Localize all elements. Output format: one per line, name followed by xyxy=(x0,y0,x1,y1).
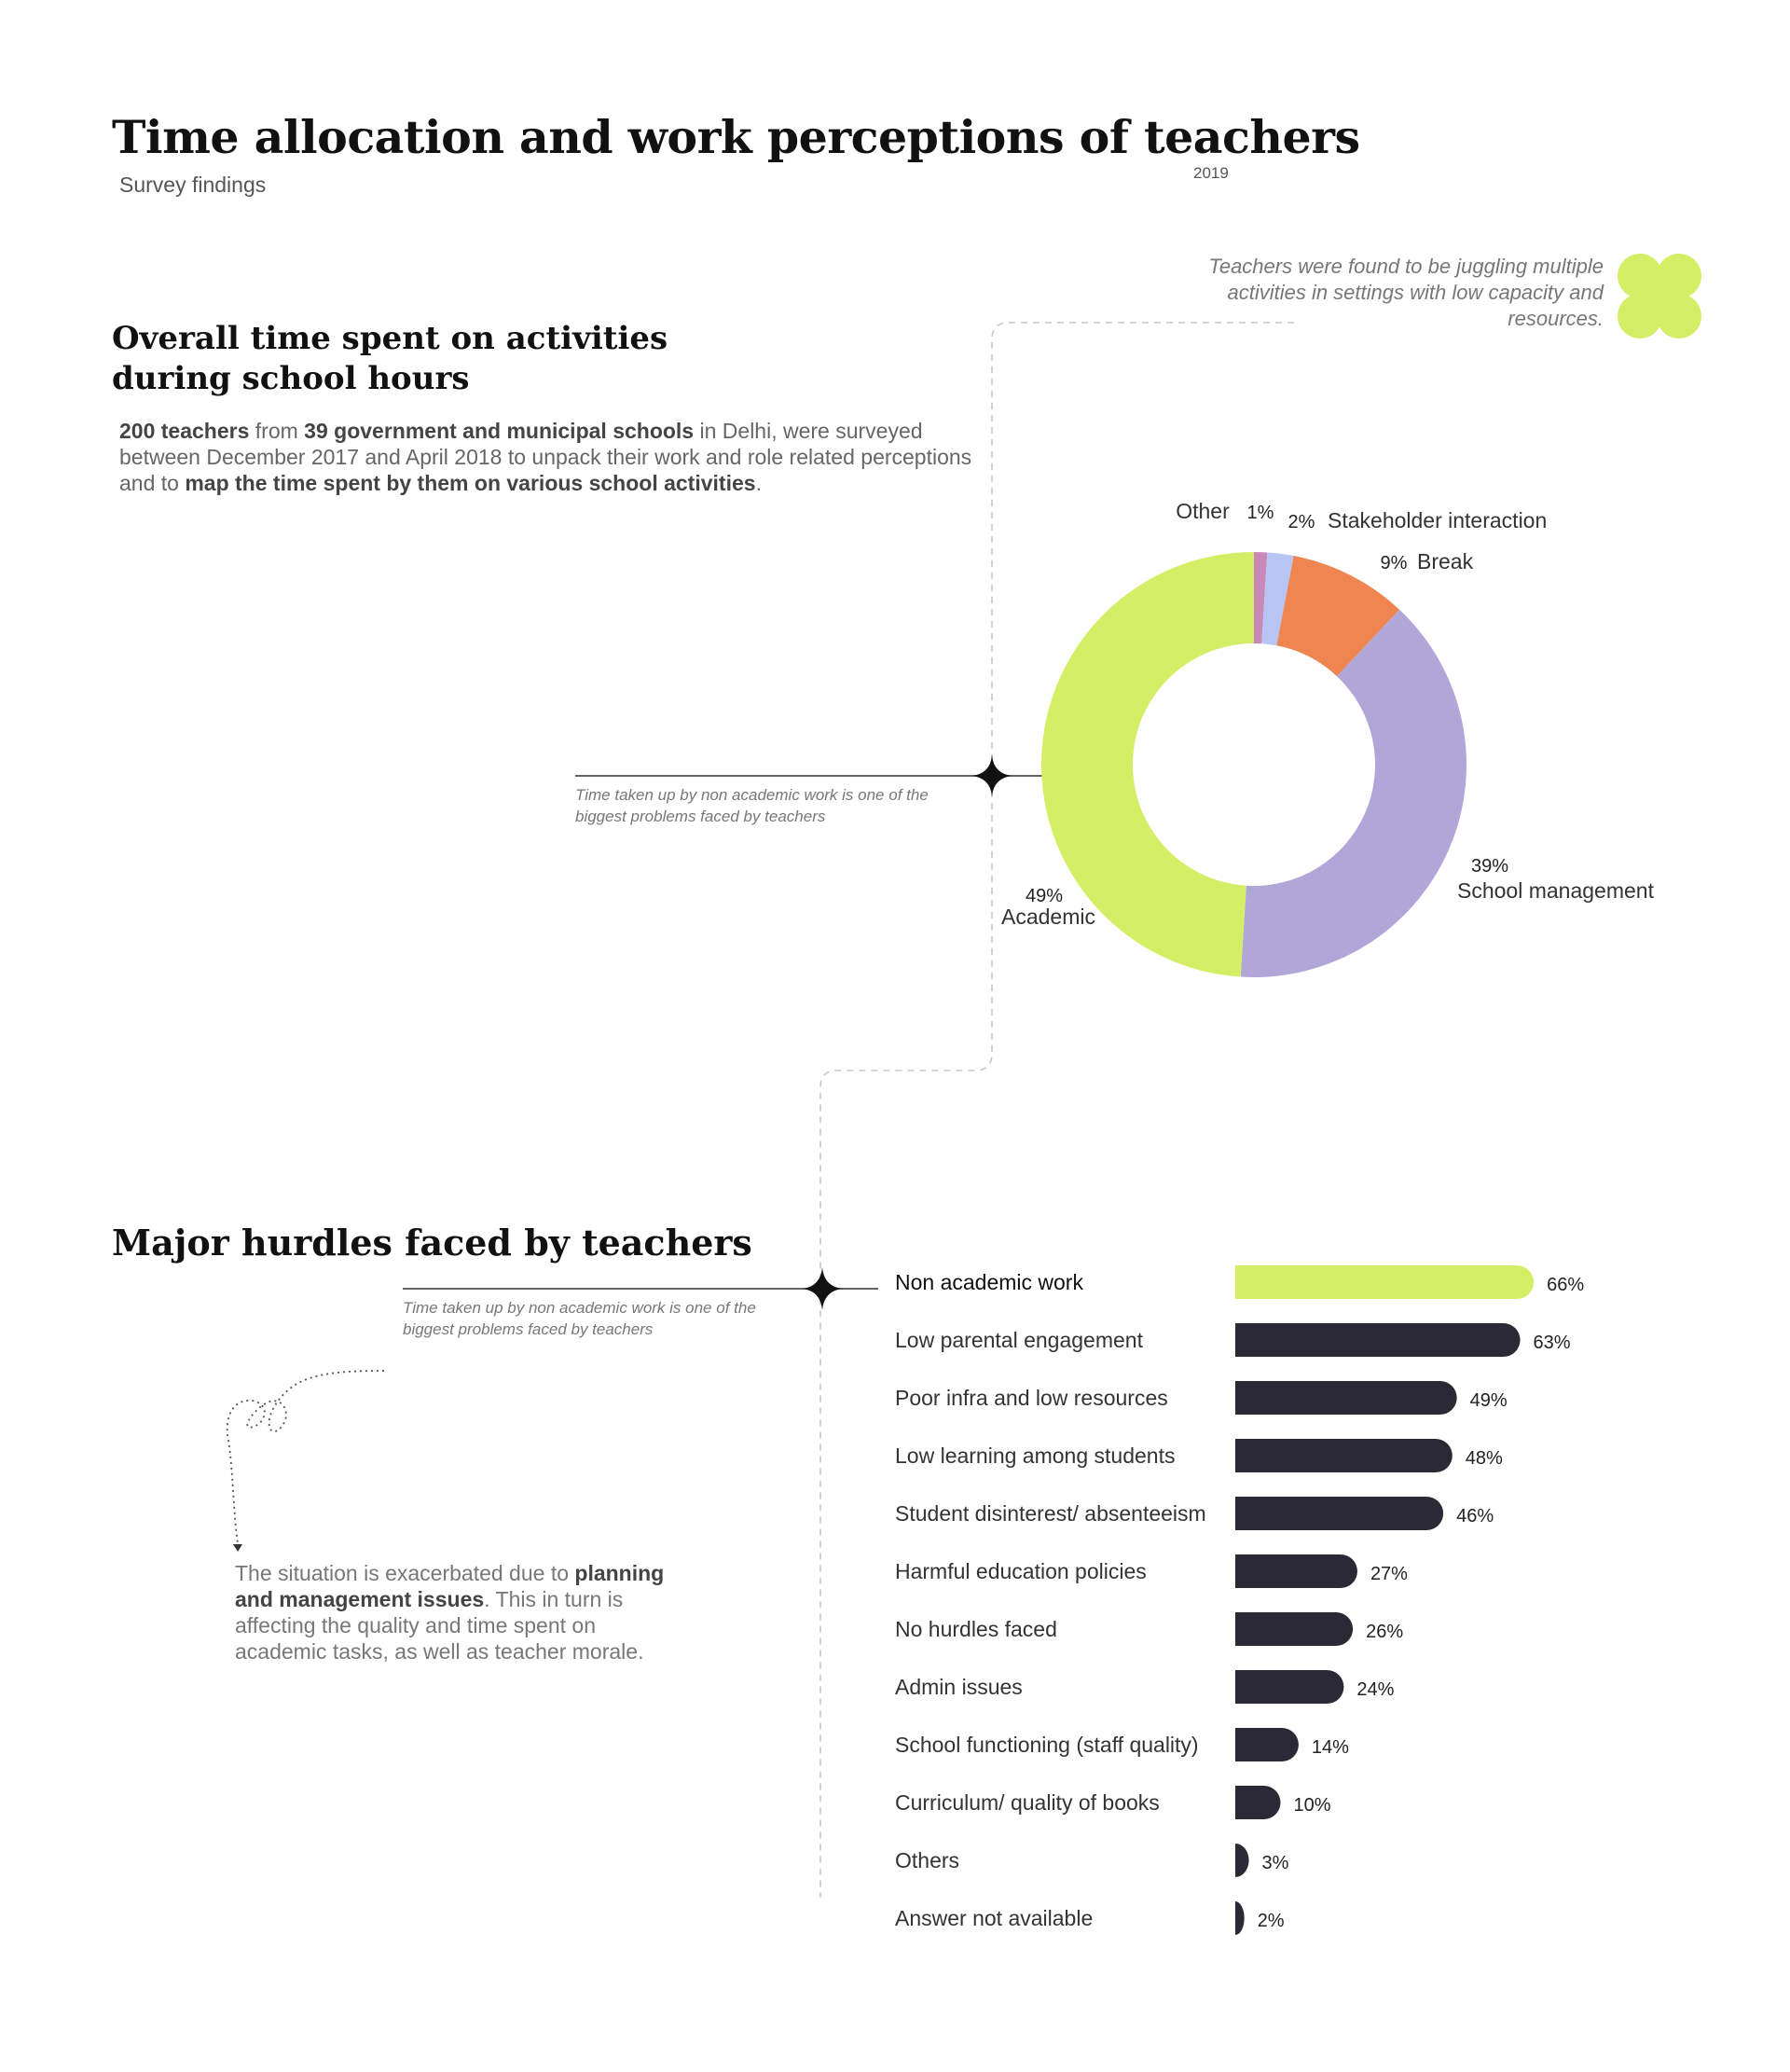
bar-others xyxy=(1235,1844,1249,1877)
hurdles-bar-chart xyxy=(895,1265,1584,1935)
year-label: 2019 xyxy=(1193,164,1229,182)
page-title: Time allocation and work perceptions of teachers xyxy=(112,110,1360,164)
bar-value-label: 3% xyxy=(1261,1853,1289,1873)
bar-admin-issues xyxy=(1235,1670,1343,1704)
intro-text-2: in Delhi, were surveyed between December 2017 and April 2018 to unpack their work and role related perceptions and to xyxy=(119,419,972,495)
bar-value-label: 46% xyxy=(1456,1506,1494,1526)
bar-value-label: 26% xyxy=(1366,1622,1404,1642)
bar-student-disinterest-absenteeism xyxy=(1235,1497,1443,1530)
intro-bold-3: map the time spent by them on various school activities xyxy=(185,471,756,495)
bar-value-label: 2% xyxy=(1257,1911,1285,1931)
donut-category-label: Stakeholder interaction xyxy=(1328,508,1548,532)
bar-low-learning-among-students xyxy=(1235,1439,1453,1472)
section-title-hurdles: Major hurdles faced by teachers xyxy=(112,1222,752,1264)
bar-category-label: Others xyxy=(895,1848,960,1872)
donut-category-label: Other xyxy=(1176,499,1230,523)
bar-value-label: 66% xyxy=(1547,1275,1585,1295)
donut-category-label: Break xyxy=(1417,549,1474,573)
bar-low-parental-engagement xyxy=(1235,1323,1521,1357)
bar-category-label: Student disinterest/ absenteeism xyxy=(895,1501,1206,1526)
donut-value-label: 2% xyxy=(1287,512,1315,532)
annotation-non-academic: Time taken up by non academic work is one of the biggest problems faced by teachers xyxy=(575,786,929,825)
bar-category-label: No hurdles faced xyxy=(895,1617,1057,1641)
bar-category-label: Answer not available xyxy=(895,1906,1094,1930)
bar-value-label: 27% xyxy=(1370,1564,1408,1584)
donut-value-label: 49% xyxy=(1025,886,1064,906)
bar-category-label: Non academic work xyxy=(895,1270,1083,1294)
donut-value-label: 9% xyxy=(1380,553,1408,573)
story-text-1: The situation is exacerbated due to xyxy=(235,1561,575,1585)
bar-school-functioning-staff-quality xyxy=(1235,1728,1299,1761)
annotation-juggling: Teachers were found to be juggling multiple activities in settings with low capacity and resources. xyxy=(1208,255,1604,330)
section-title-line-2: during school hours xyxy=(112,360,470,397)
bar-poor-infra-and-low-resources xyxy=(1235,1381,1457,1415)
bar-curriculum-quality-of-books xyxy=(1235,1786,1281,1819)
intro-text-3: . xyxy=(755,471,762,495)
bar-value-label: 49% xyxy=(1469,1390,1508,1411)
bar-category-label: Poor infra and low resources xyxy=(895,1386,1168,1410)
bar-value-label: 48% xyxy=(1465,1448,1503,1469)
donut-category-label: Academic xyxy=(1001,905,1095,929)
bar-category-label: School functioning (staff quality) xyxy=(895,1733,1199,1757)
section-title-line-1: Overall time spent on activities xyxy=(112,320,668,357)
bar-value-label: 14% xyxy=(1311,1737,1349,1758)
donut-value-label: 39% xyxy=(1470,856,1509,877)
bar-category-label: Low learning among students xyxy=(895,1443,1176,1468)
donut-chart xyxy=(1001,499,1655,977)
intro-bold-1: 200 teachers xyxy=(119,419,250,443)
sparkle-icon-hurdles xyxy=(802,1267,843,1310)
bar-answer-not-available xyxy=(1235,1901,1245,1935)
sparkle-icon-donut xyxy=(971,755,1012,796)
bar-category-label: Low parental engagement xyxy=(895,1328,1143,1352)
intro-text-1: from xyxy=(249,419,305,443)
bar-value-label: 63% xyxy=(1533,1333,1571,1353)
intro-bold-2: 39 government and municipal schools xyxy=(304,419,695,443)
clover-icon xyxy=(1618,254,1701,338)
bar-category-label: Curriculum/ quality of books xyxy=(895,1790,1160,1815)
bar-non-academic-work xyxy=(1235,1265,1534,1299)
curly-arrow xyxy=(227,1371,384,1543)
bar-value-label: 10% xyxy=(1293,1795,1331,1816)
story-text-2: . This in turn is affecting the quality and time spent on academic tasks, as well as teacher morale. xyxy=(235,1587,644,1664)
donut-category-label: School management xyxy=(1457,878,1654,903)
donut-value-label: 1% xyxy=(1246,503,1274,523)
bar-harmful-education-policies xyxy=(1235,1554,1357,1588)
bar-category-label: Admin issues xyxy=(895,1675,1023,1699)
bar-no-hurdles-faced xyxy=(1235,1612,1353,1646)
story-bold: planning and management issues xyxy=(235,1561,665,1611)
page-subtitle: Survey findings xyxy=(119,173,267,197)
annotation-hurdles: Time taken up by non academic work is one of the biggest problems faced by teachers xyxy=(403,1299,756,1338)
bar-value-label: 24% xyxy=(1356,1679,1395,1700)
arrow-head-icon xyxy=(233,1544,242,1552)
bar-category-label: Harmful education policies xyxy=(895,1559,1147,1583)
donut-slice-school-management xyxy=(1241,610,1466,977)
